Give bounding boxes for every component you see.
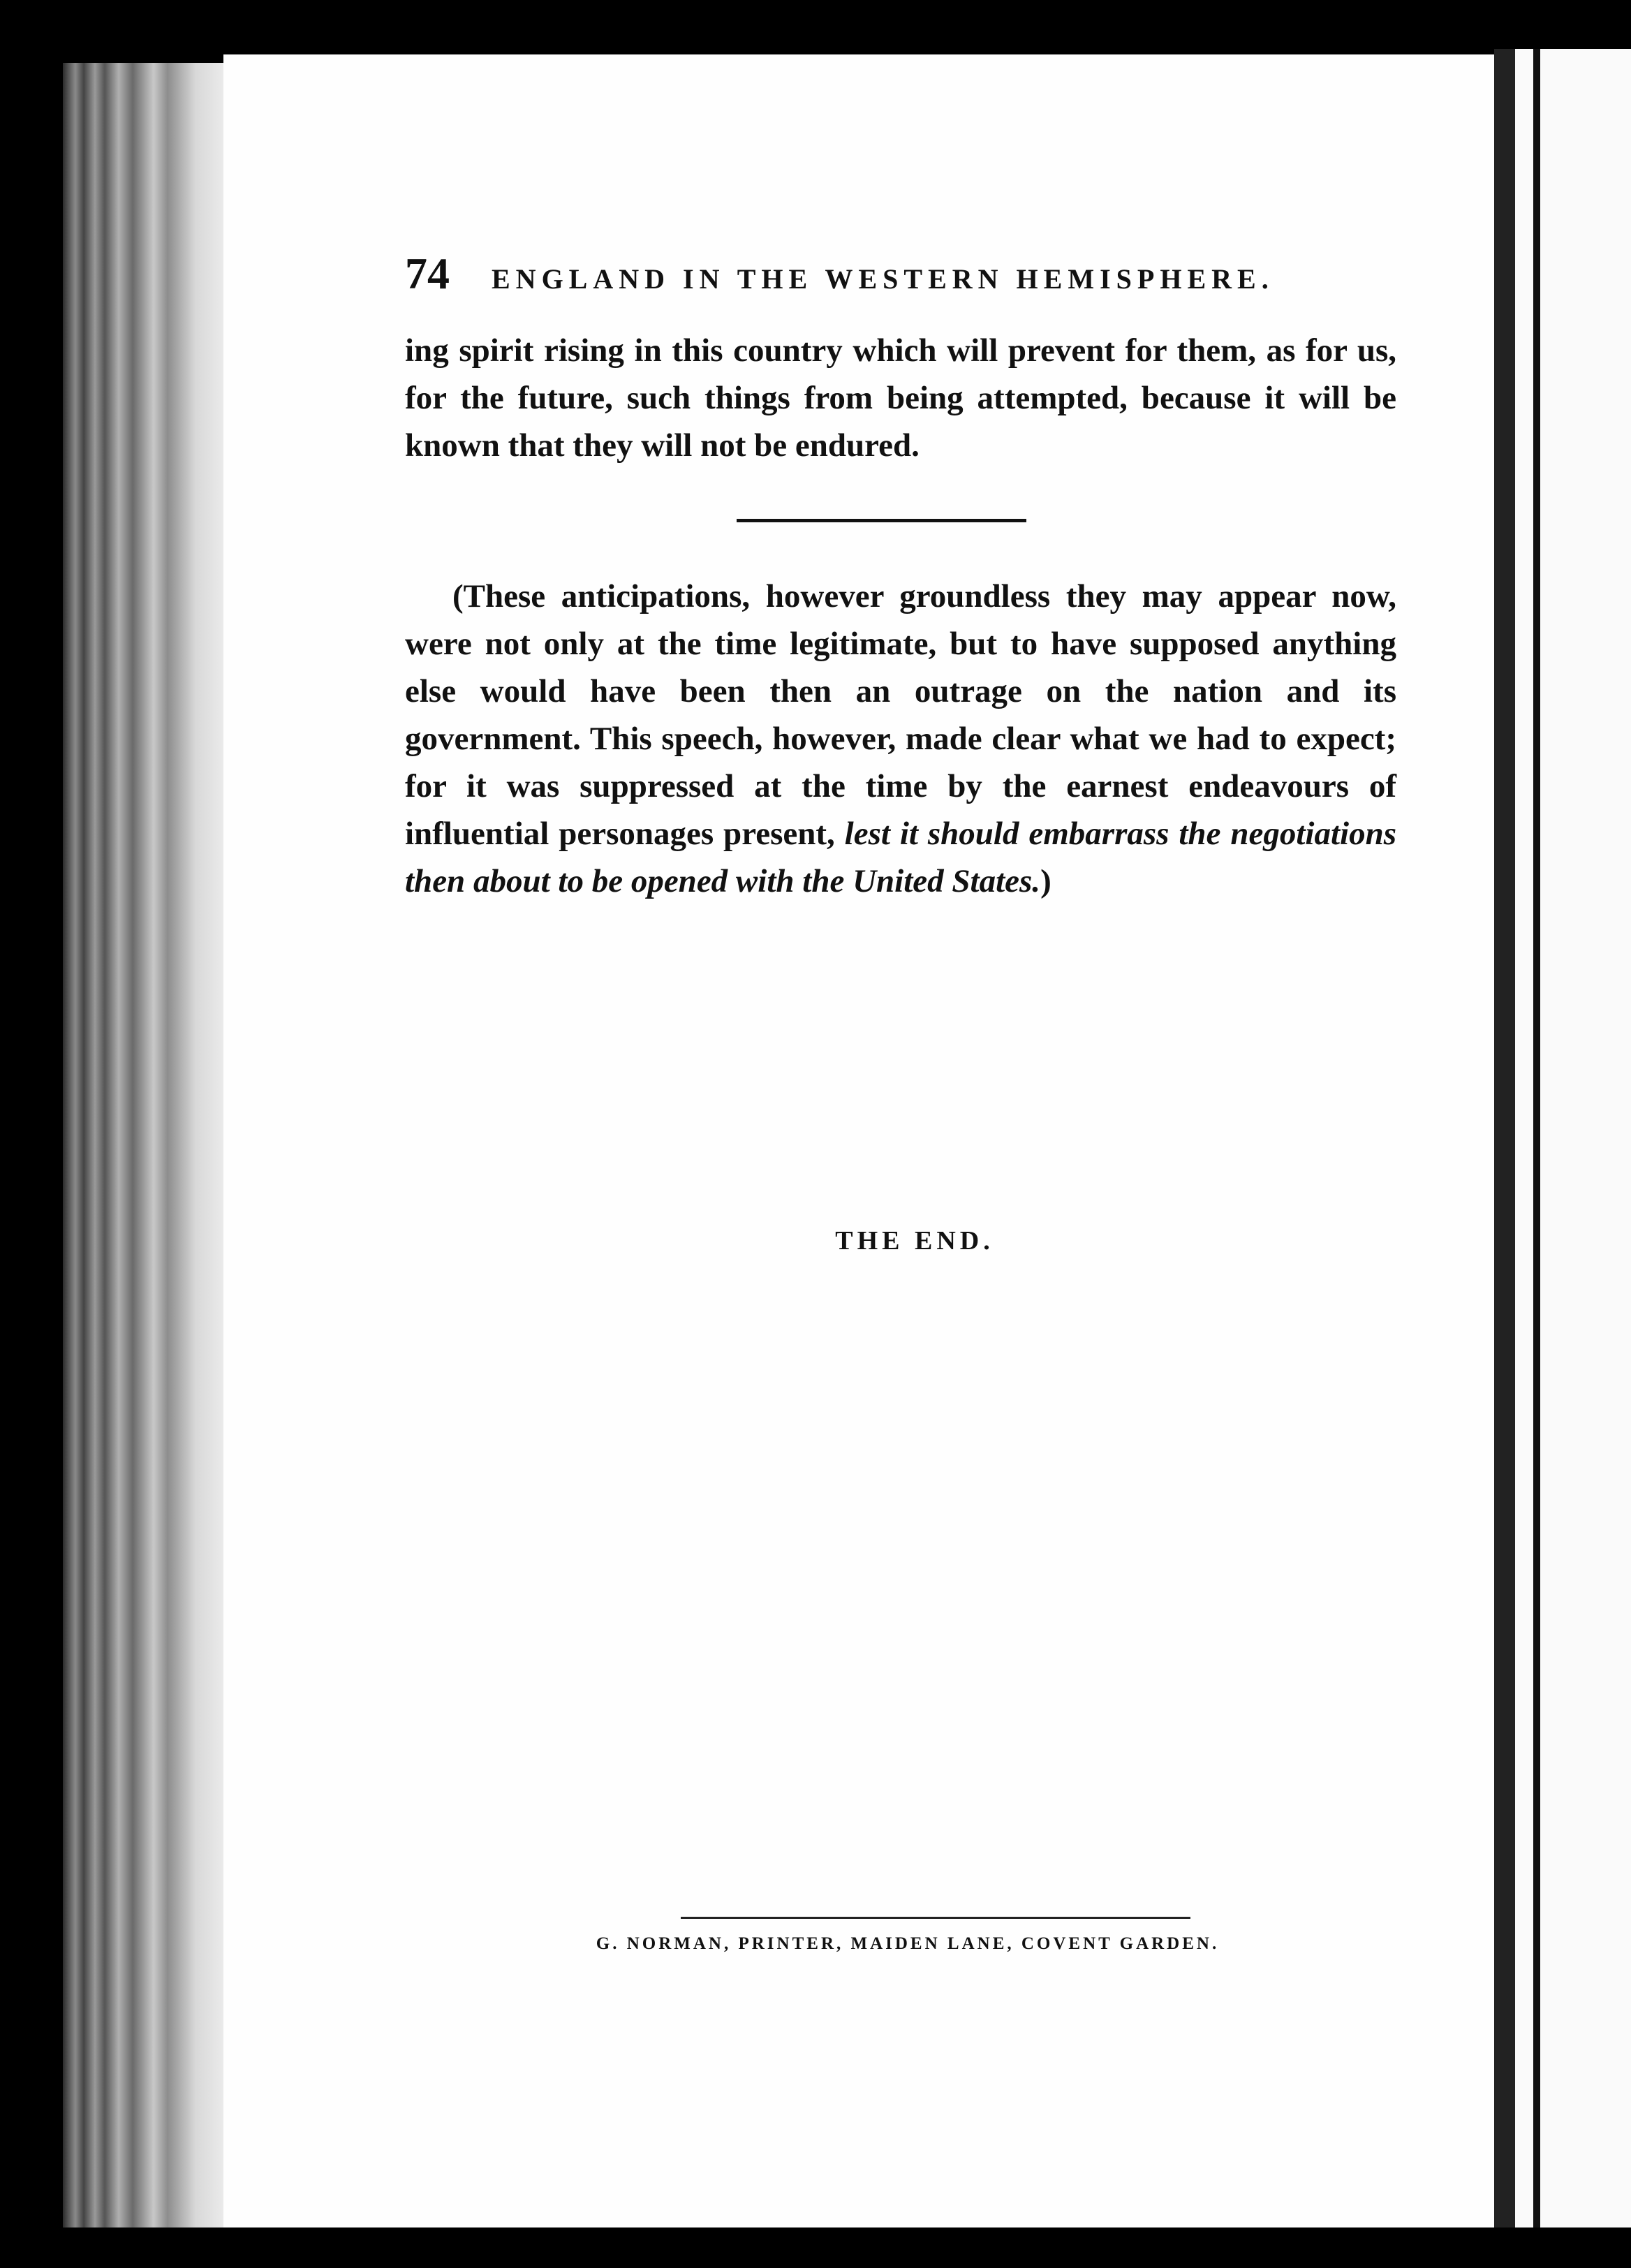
book-gutter xyxy=(1494,49,1515,2234)
imprint-rule xyxy=(681,1917,1190,1919)
scan-frame-left xyxy=(0,0,63,2268)
scan-frame-top xyxy=(0,0,1631,49)
page-number: 74 xyxy=(405,249,450,298)
running-head xyxy=(405,248,1396,300)
printer-imprint: G. NORMAN, PRINTER, MAIDEN LANE, COVENT GARDEN. xyxy=(596,1934,1220,1953)
the-end-heading: THE END. xyxy=(835,1226,994,1256)
facing-page-edge xyxy=(1515,49,1631,2234)
scan-speck: • xyxy=(10,974,17,997)
section-divider-rule xyxy=(737,519,1026,522)
note-closing-paren: ) xyxy=(1040,863,1051,899)
paragraph-note xyxy=(405,573,1396,905)
book-page-edges xyxy=(63,63,230,2234)
scan-frame-bottom xyxy=(0,2228,1631,2268)
facing-page-shadow xyxy=(1533,49,1540,2234)
paragraph-continuation: ing spirit rising in this country which will prevent for them, as for us, for the future, such things from being attempted, because it will be known that they will not be endured. xyxy=(405,332,1396,464)
running-head-title: ENGLAND IN THE WESTERN HEMISPHERE. xyxy=(492,263,1274,295)
note-italic-text: lest it should embarrass the negotiations then about to be opened with the United States. xyxy=(405,816,1396,899)
note-roman-text: (These anticipations, however groundless they may appear now, were not only at the time legitimate, but to have supposed anything else would have been then an outrage on the nation and its government. This speech, however, made clear what we had to expect; for it was suppressed at the time by the earnest endeavours of influential personages present, xyxy=(405,578,1396,852)
